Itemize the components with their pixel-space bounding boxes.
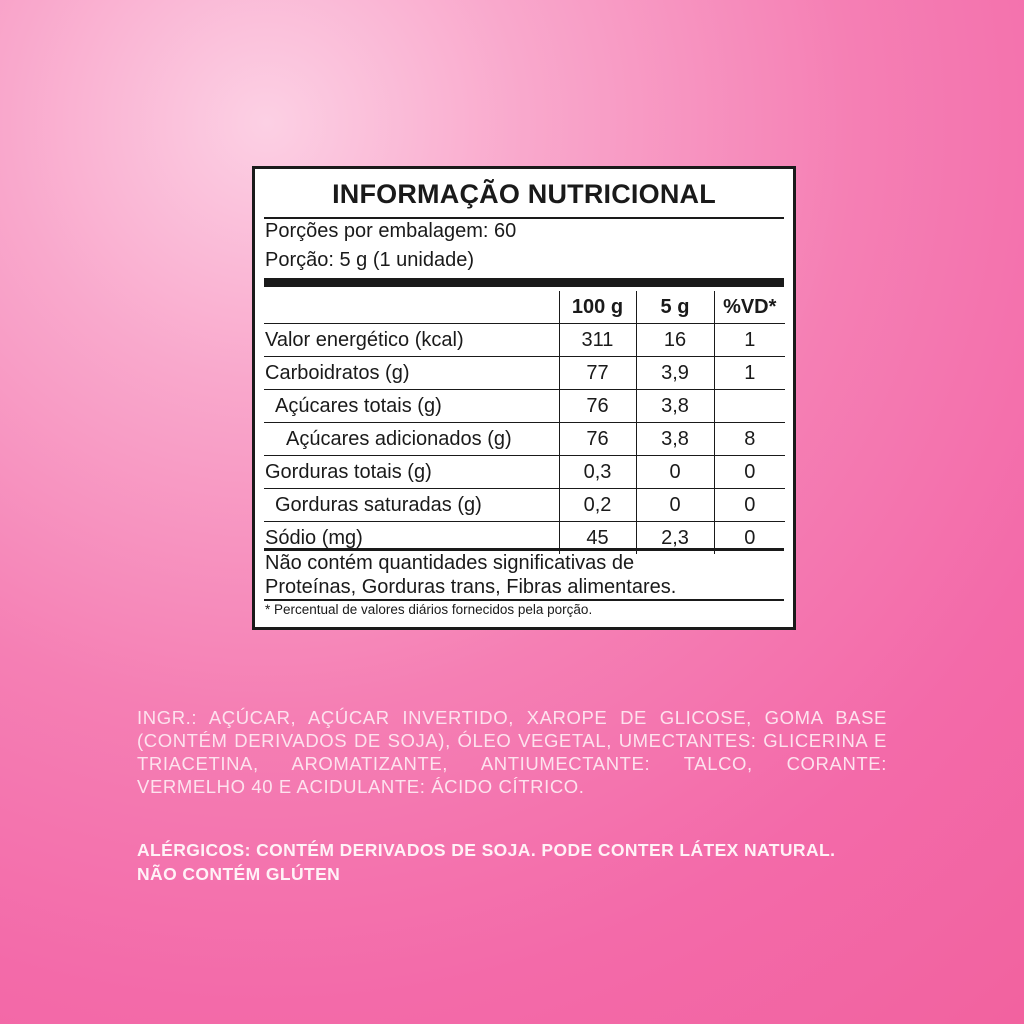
value-5g: 16 (636, 324, 714, 357)
value-5g: 3,8 (636, 423, 714, 456)
header-blank (264, 291, 559, 324)
allergens-line: ALÉRGICOS: CONTÉM DERIVADOS DE SOJA. PODE CONTER LÁTEX NATURAL. (137, 840, 836, 860)
daily-value-footnote: * Percentual de valores diários fornecidos pela porção. (265, 602, 593, 617)
row-label: Açúcares adicionados (g) (264, 423, 559, 456)
row-label: Sódio (mg) (265, 526, 363, 549)
table-row (264, 423, 785, 456)
row-label: Açúcares totais (g) (264, 390, 559, 423)
col-header-100g: 100 g (559, 291, 636, 324)
row-label: Valor energético (kcal) (264, 324, 559, 357)
value-vd: 1 (714, 357, 785, 390)
value-100g: 311 (559, 324, 636, 357)
not-significant-note (265, 551, 676, 599)
value-100g: 76 (559, 423, 636, 456)
value-5g: 2,3 (636, 522, 714, 555)
value-vd: 0 (714, 456, 785, 489)
value-vd: 0 (714, 522, 785, 555)
value-100g: 0,3 (559, 456, 636, 489)
nutrition-facts-label (252, 166, 796, 630)
ingredients-text: INGR.: AÇÚCAR, AÇÚCAR INVERTIDO, XAROPE DE GLICOSE, GOMA BASE (CONTÉM DERIVADOS DE SOJA), ÓLEO VEGETAL, UMECTANTES: GLICERINA E TRIACETINA, AROMATIZANTE, ANTIUMECTANTE: TALCO, CORANTE: VERMELHO 40 E ACIDULANTE: ÁCIDO CÍTRICO. (137, 707, 887, 797)
col-header-5g: 5 g (636, 291, 714, 324)
value-100g: 77 (559, 357, 636, 390)
note-line: Não contém quantidades significativas de (265, 552, 635, 574)
divider (264, 217, 784, 219)
row-label: Gorduras saturadas (g) (264, 489, 559, 522)
col-header-vd: %VD* (714, 291, 785, 324)
divider (264, 599, 784, 601)
value-5g: 3,8 (636, 390, 714, 423)
allergens-text (137, 838, 897, 886)
row-label: Gorduras totais (g) (264, 456, 559, 489)
value-5g: 0 (636, 456, 714, 489)
value-5g: 0 (636, 489, 714, 522)
thick-divider (264, 278, 784, 287)
nutrition-table (264, 291, 785, 554)
table-row (264, 390, 785, 423)
table-header-row (264, 291, 785, 324)
value-100g: 45 (559, 522, 636, 555)
serving-size: Porção: 5 g (1 unidade) (265, 249, 475, 271)
value-100g: 76 (559, 390, 636, 423)
servings-per-package: Porções por embalagem: 60 (265, 220, 517, 242)
value-vd: 1 (714, 324, 785, 357)
note-line: Proteínas, Gorduras trans, Fibras alimentares. (265, 576, 677, 598)
table-row (264, 456, 785, 489)
row-label: Carboidratos (g) (264, 357, 559, 390)
value-vd: 8 (714, 423, 785, 456)
allergens-line: NÃO CONTÉM GLÚTEN (137, 864, 341, 884)
table-row (264, 357, 785, 390)
table-row (264, 324, 785, 357)
table-row (264, 489, 785, 522)
label-title: INFORMAÇÃO NUTRICIONAL (332, 179, 716, 209)
value-100g: 0,2 (559, 489, 636, 522)
value-5g: 3,9 (636, 357, 714, 390)
value-vd: 0 (714, 489, 785, 522)
value-vd (714, 390, 785, 423)
